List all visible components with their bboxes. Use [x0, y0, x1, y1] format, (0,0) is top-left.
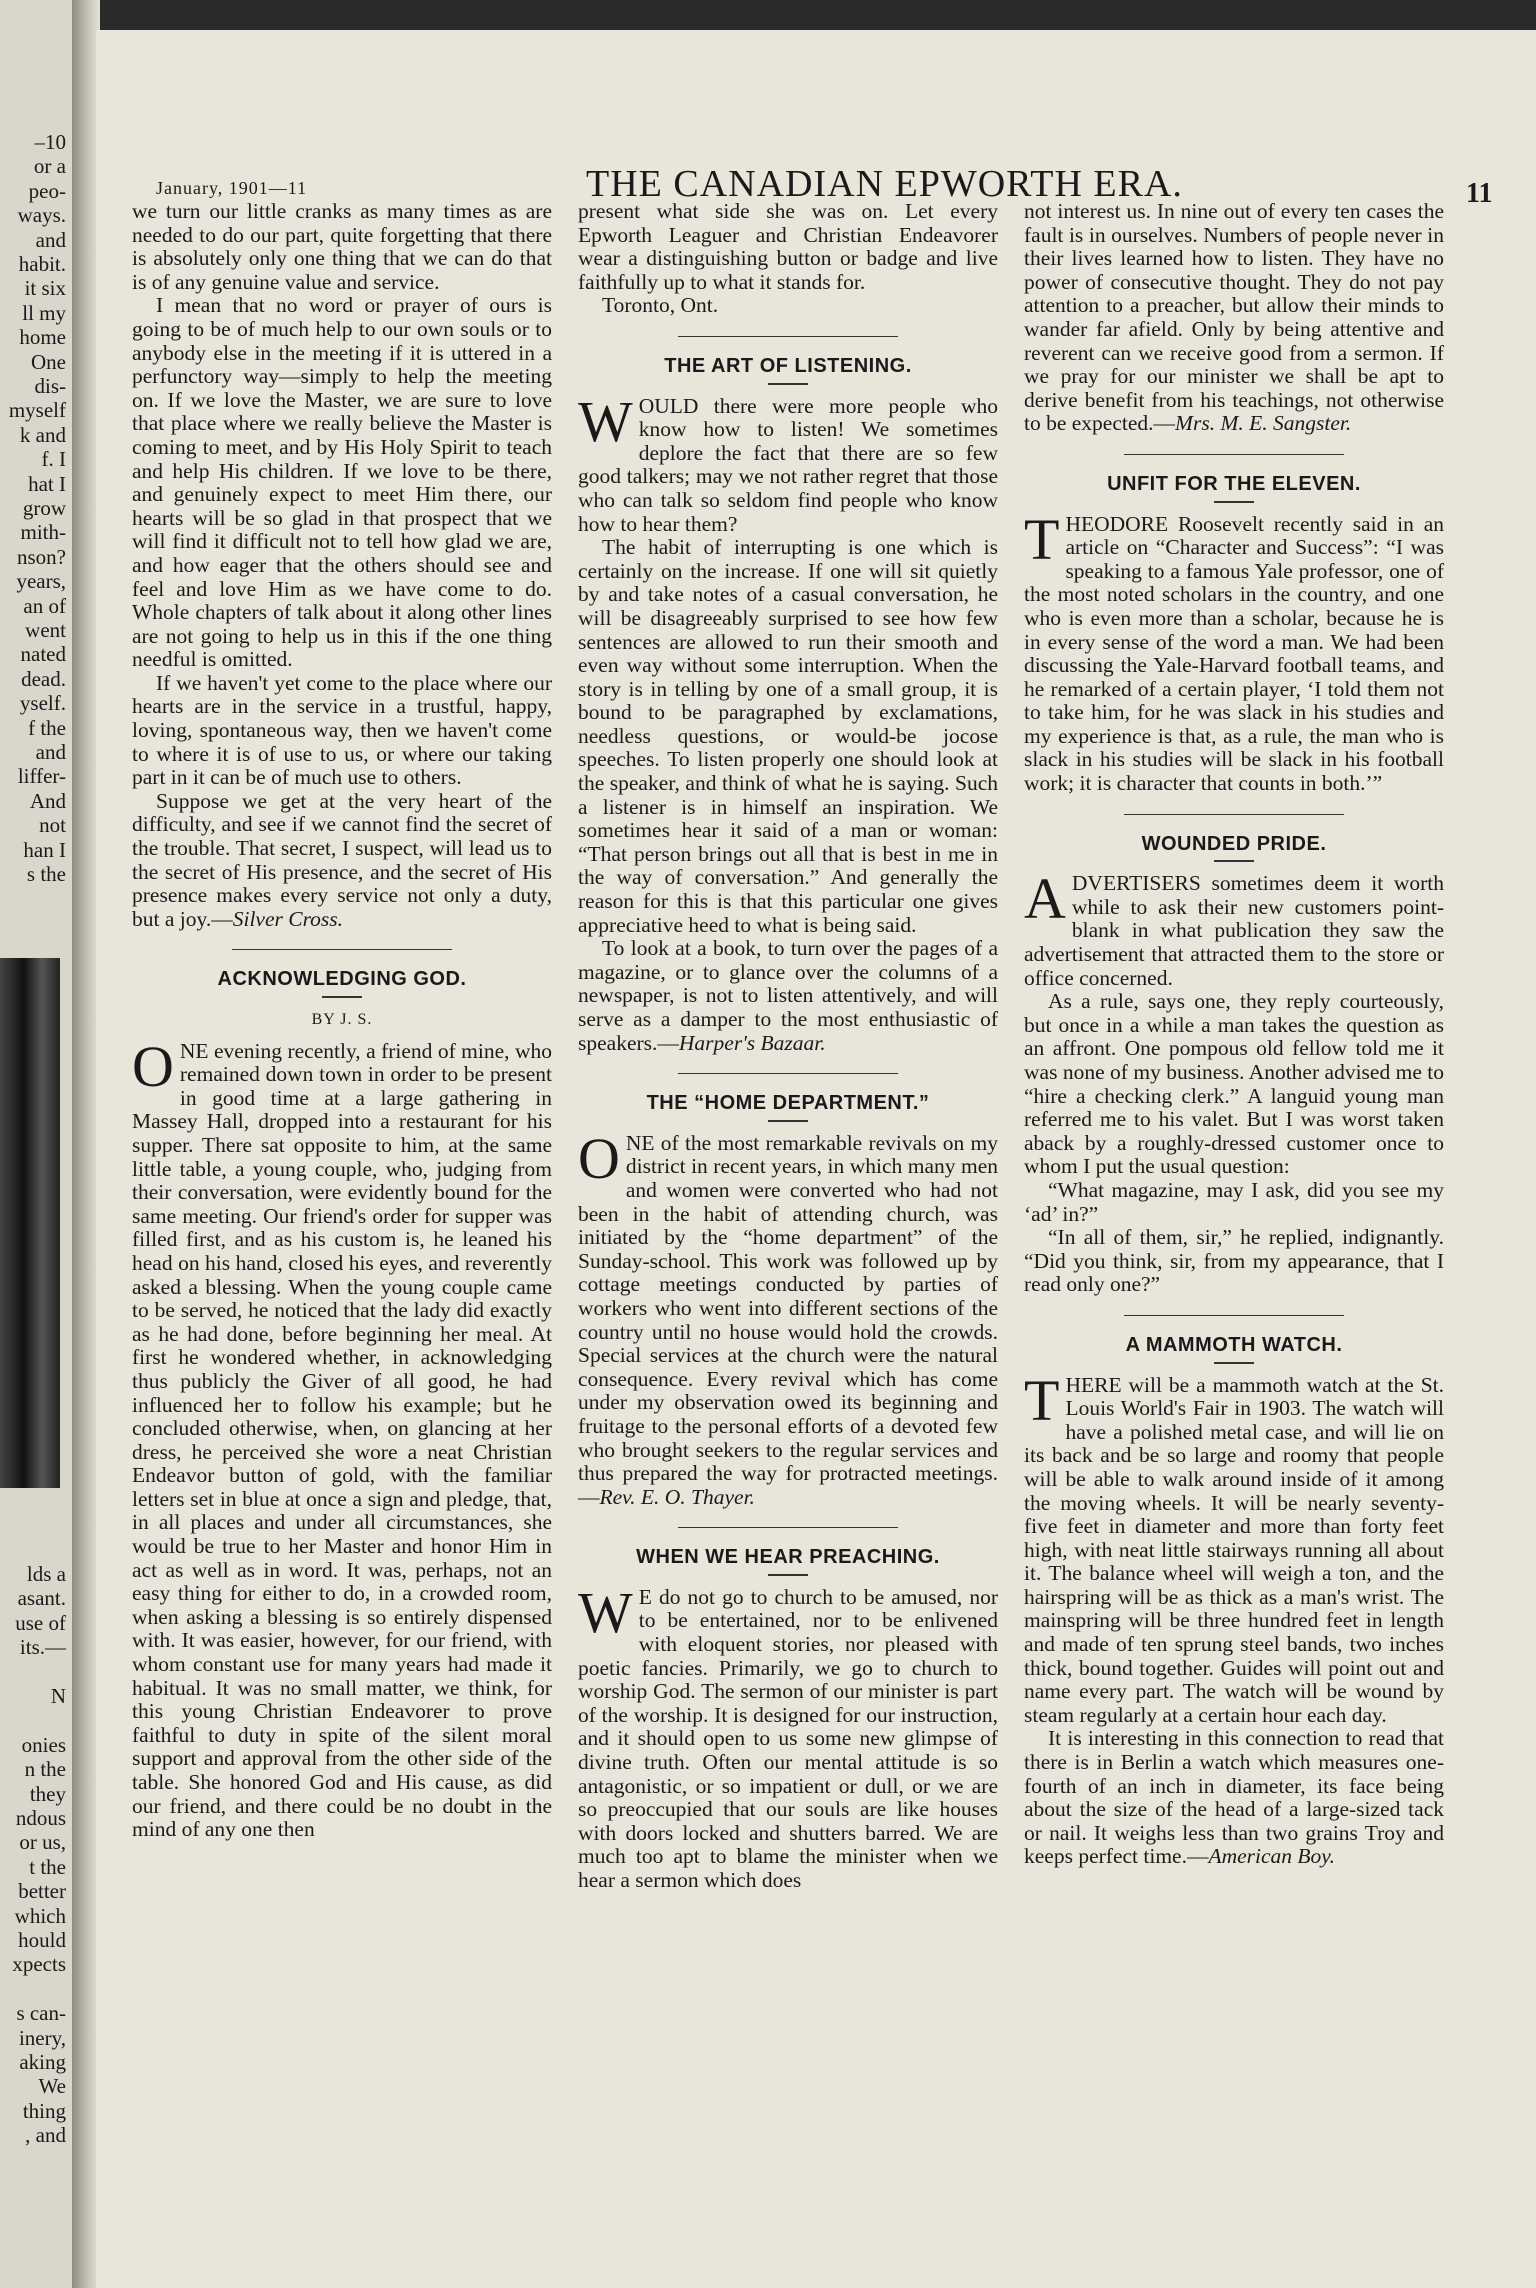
- adjacent-page-fragment: an of: [23, 593, 66, 618]
- article-title-when-we-hear-preaching: WHEN WE HEAR PREACHING.: [636, 1546, 940, 1569]
- section-divider: [678, 1527, 898, 1528]
- adjacent-page-fragment: ways.: [17, 203, 66, 228]
- adjacent-page-fragment: which: [14, 1903, 66, 1928]
- adjacent-page-fragment: they: [29, 1781, 66, 1806]
- article-title-mammoth-watch: A MAMMOTH WATCH.: [1125, 1333, 1343, 1356]
- adjacent-page-fragment: years,: [16, 569, 66, 594]
- adjacent-page-fragment: ll my: [22, 300, 66, 325]
- adjacent-page-fragment: onies: [21, 1732, 66, 1757]
- adjacent-page-fragment: yself.: [19, 691, 66, 716]
- paragraph: we turn our little cranks as many times as are needed to do our part, quite forgetting that there is absolutely only one thing that we can do that is of any genuine value and service.: [132, 199, 552, 294]
- section-divider: [678, 336, 898, 337]
- article-body: ONE of the most remarkable revivals on my district in recent years, in which many men and women were converted who had not been in the habit of attending church, was initiated by the “home department” of the Sunday-school. This work was followed up by cottage meetings conducted by parties of workers who went into different sections of the country until no house would hold the crowds. Special services at the church were the natural consequence. Every revival which has come under my observation owed its beginning and fruitage to the personal efforts of a devoted few who brought seekers to the regular services and thus prepared the way for protracted meetings.—Rev. E. O. Thayer.: [578, 1125, 998, 1509]
- adjacent-page-fragment: f the: [28, 715, 66, 740]
- adjacent-page-fragment: nated: [20, 642, 66, 667]
- paragraph: present what side she was on. Let every Epworth Leaguer and Christian Endeavorer wear a distinguishing button or badge and live faithfully up to what it stands for.: [578, 199, 998, 294]
- adjacent-page-fragment: and: [35, 227, 66, 252]
- publication-title: THE CANADIAN EPWORTH ERA.: [586, 163, 1183, 205]
- adjacent-page-fragment: habit.: [18, 252, 66, 276]
- adjacent-page-fragment: dead.: [21, 666, 66, 691]
- adjacent-page-fragment: peo-: [28, 178, 66, 203]
- header-date: January, 1901—11: [156, 178, 308, 198]
- title-rule: [768, 383, 808, 385]
- adjacent-page-fragment: inery,: [18, 2025, 66, 2050]
- title-rule: [1214, 501, 1254, 503]
- adjacent-page-fragment: not: [39, 813, 66, 838]
- article-title-art-of-listening: THE ART OF LISTENING.: [664, 354, 912, 377]
- paragraph: “In all of them, sir,” he replied, indignantly. “Did you think, sir, from my appearance, that I read only one?”: [1024, 1225, 1444, 1297]
- adjacent-page-fragment: n the: [24, 1757, 66, 1782]
- article-body: THEODORE Roosevelt recently said in an article on “Character and Success”: “I was speaking to a famous Yale professor, one of the most noted scholars in the country, and one who is even more than a scholar, because he is in every sense of the word a man. We had been discussing the Yale-Harvard football teams, and he remarked of a certain player, ‘I told them not to take him, for he was slack in his studies and my experience is that, as a rule, the man who is slack in his studies will be slack in his football work; it is character that counts in both.’”: [1024, 506, 1444, 796]
- adjacent-page-fragment: asant.: [17, 1586, 66, 1611]
- title-rule: [322, 996, 362, 998]
- title-rule: [1214, 860, 1254, 862]
- article-body: WOULD there were more people who know how to listen! We sometimes deplore the fact that there are so few good talkers; may we not rather regret that those who can talk so seldom find people who know how to hear them?: [578, 388, 998, 536]
- adjacent-page-fragment: We: [38, 2074, 66, 2099]
- adjacent-page-fragment: aking: [19, 2050, 66, 2074]
- adjacent-page-fragment: s the: [26, 862, 66, 886]
- adjacent-page-fragment: nson?: [17, 544, 66, 569]
- adjacent-page-fragment: –10: [34, 130, 66, 154]
- paragraph: As a rule, says one, they reply courteously, but once in a while a man takes the question as an affront. One pompous old fellow told me it was none of my business. Another advised me to “hire a checking clerk.” A languid young man referred me to his valet. But I was worst taken aback by a roughly-dressed customer once to whom I put the usual question:: [1024, 989, 1444, 1179]
- adjacent-page-fragment: mith-: [20, 520, 66, 545]
- article-body: ONE evening recently, a friend of mine, who remained down town in order to be present in good time at a large gathering in Massey Hall, dropped into a restaurant for his supper. There sat opposite to him, at the same little table, a young couple, who, judging from their conversation, were evidently bound for the same meeting. Our friend's order for supper was filled first, and as his custom is, he leaned his head on his hand, closed his eyes, and reverently asked a blessing. When the young couple came to be served, he noticed that the lady did exactly as he had done, before beginning her meal. At first he wondered whether, in acknowledging thus publicly the Giver of all good, he had influenced her to follow his example; but he concluded otherwise, when, on glancing at her dress, he perceived she wore a neat Christian Endeavor button of gold, with the familiar letters set in blue at once a sign and pledge, that, in all places and under all circumstances, she would be true to her Master and honor Him in act as well as in word. It was, perhaps, not an easy thing for either to do, in a crowded room, when asking a blessing is so entirely dispensed with. It was easier, however, for our friend, with whom constant use for many years had made it habitual. It was no small matter, we think, for this young Christian Endeavorer to prove faithful to duty in spite of the silent moral support and approval from the other side of the table. She honored God and His cause, as did our friend, and there could be no doubt in the mind of any one then: [132, 1033, 552, 1842]
- section-divider: [232, 949, 452, 950]
- section-divider: [1124, 1315, 1344, 1316]
- adjacent-page-fragment: One: [31, 349, 66, 374]
- adjacent-page-fragment: hould: [18, 1928, 66, 1952]
- adjacent-page-fragment: , and: [25, 2123, 66, 2148]
- paragraph: If we haven't yet come to the place where our hearts are in the service in a trustful, happy, loving, spontaneous way, then we haven't come to where it is of use to us, or where our taking part in it can be of much use to others.: [132, 670, 552, 790]
- paragraph: “What magazine, may I ask, did you see my ‘ad’ in?”: [1024, 1177, 1444, 1226]
- paragraph: To look at a book, to turn over the pages of a magazine, or to glance over the columns of a newspaper, is not to listen attentively, and will serve as a damper to the most enthusiastic of speakers.—Harper's Bazaar.: [578, 936, 998, 1055]
- adjacent-page-fragment: s can-: [16, 2001, 66, 2026]
- adjacent-page-fragment: lds a: [26, 1562, 66, 1586]
- title-rule: [1214, 1362, 1254, 1364]
- article-title-unfit-for-the-eleven: UNFIT FOR THE ELEVEN.: [1107, 472, 1361, 495]
- title-rule: [768, 1574, 808, 1576]
- article-body: ADVERTISERS sometimes deem it worth while to ask their new customers point-blank in what publication they saw the advertisement that attracted them to the store or office concerned.: [1024, 866, 1444, 990]
- adjacent-page-fragment: ndous: [15, 1806, 66, 1830]
- adjacent-page-fragment: or us,: [19, 1830, 66, 1855]
- paragraph: It is interesting in this connection to read that there is in Berlin a watch which measures one-fourth of an inch in diameter, its face being about the size of the head of a large-sized tack or nail. It weighs less than two grains Troy and keeps perfect time.—American Boy.: [1024, 1726, 1444, 1869]
- adjacent-page-fragment: hat I: [28, 471, 66, 496]
- page-number: 11: [1466, 178, 1493, 209]
- article-body: WE do not go to church to be amused, nor to be entertained, nor to be enlivened with eloquent stories, nor pleased with poetic fancies. Primarily, we go to church to worship God. The sermon of our minister is part of the worship. It is designed for our instruction, and it should open to us some new glimpse of divine truth. Often our mental attitude is so antagonistic, or so impatient or dull, or we are so preoccupied that our souls are like houses with doors locked and shutters barred. We are much too apt to blame the minister when we hear a sermon which does: [578, 1579, 998, 1892]
- adjacent-page-fragment: went: [25, 618, 66, 642]
- section-divider: [678, 1073, 898, 1074]
- article-title-acknowledging-god: ACKNOWLEDGING GOD.: [217, 968, 467, 991]
- adjacent-page-fragment: han I: [23, 837, 66, 862]
- adjacent-page-fragment: home: [19, 325, 66, 350]
- source-credit: Rev. E. O. Thayer.: [599, 1484, 755, 1509]
- source-credit: Harper's Bazaar.: [678, 1030, 826, 1055]
- adjacent-page-fragment: liffer-: [17, 764, 66, 789]
- adjacent-page-fragment: use of: [15, 1610, 66, 1635]
- adjacent-page-photo: [0, 958, 60, 1488]
- paragraph: The habit of interrupting is one which is certainly on the increase. If one will sit quietly by and take notes of a casual conversation, he will be disagreeably surprised to see how few sentences are allowed to run their smooth and even way without some interruption. When the story is in telling by one of a small group, it is bound to be paragraphed by exclamations, needless questions, or would-be jocose speeches. To listen properly one should look at the speaker, and think of what he is saying. Such a listener is in himself an inspiration. We sometimes hear it said of a man or woman: “That person brings out all that is best in me in the way of conversation.” And generally the reason for this is that this particular one gives appreciative heed to what is being said.: [578, 535, 998, 937]
- adjacent-page-fragment: N: [50, 1684, 66, 1708]
- article-title-home-department: THE “HOME DEPARTMENT.”: [646, 1092, 930, 1115]
- adjacent-page-fragment: f. I: [41, 447, 66, 472]
- source-credit: Silver Cross.: [232, 906, 344, 931]
- place-line: Toronto, Ont.: [602, 293, 719, 318]
- adjacent-page-fragment: grow: [22, 496, 66, 520]
- paragraph: Suppose we get at the very heart of the difficulty, and see if we cannot find the secret of the trouble. That secret, I suspect, will lead us to the secret of His presence, and the secret of His presence makes every service not only a duty, but a joy.—Silver Cross.: [132, 788, 552, 931]
- adjacent-page-fragment: myself: [8, 398, 66, 423]
- adjacent-page-fragment: thing: [22, 2098, 66, 2123]
- paragraph: not interest us. In nine out of every ten cases the fault is in ourselves. Numbers of people never in their lives learned how to listen. They have no power of consecutive thought. They do not pay attention to a preacher, but allow their minds to wander far afield. Only by being attentive and reverent can we receive good from a sermon. If we pray for our minister we shall be apt to derive benefit from his teachings, not otherwise to be expected.—Mrs. M. E. Sangster.: [1024, 199, 1444, 436]
- column-2: [578, 200, 998, 1893]
- source-credit: Mrs. M. E. Sangster.: [1175, 411, 1352, 436]
- adjacent-page-fragment: dis-: [34, 374, 66, 398]
- adjacent-page-fragment: better: [18, 1879, 66, 1904]
- adjacent-page: [0, 0, 72, 2288]
- section-divider: [1124, 454, 1344, 455]
- running-header: [156, 146, 1536, 209]
- section-divider: [1124, 814, 1344, 815]
- adjacent-page-fragment: and: [35, 740, 66, 764]
- adjacent-page-fragment: k and: [19, 422, 66, 447]
- adjacent-page-fragment: its.—: [19, 1635, 66, 1660]
- column-1: [132, 200, 552, 1842]
- byline: BY J. S.: [311, 1011, 373, 1028]
- column-3: [1024, 200, 1444, 1869]
- adjacent-page-fragment: And: [29, 788, 66, 813]
- adjacent-page-fragment: or a: [33, 154, 66, 179]
- adjacent-page-fragment: xpects: [12, 1952, 66, 1977]
- article-title-wounded-pride: WOUNDED PRIDE.: [1141, 832, 1327, 855]
- adjacent-page-fragment: it six: [24, 276, 66, 301]
- title-rule: [768, 1120, 808, 1122]
- adjacent-page-fragment: t the: [29, 1854, 66, 1879]
- source-credit: American Boy.: [1208, 1844, 1336, 1869]
- article-body: THERE will be a mammoth watch at the St. Louis World's Fair in 1903. The watch will have a polished metal case, and will lie on its back and be so large and roomy that people will be able to walk around inside of it among the moving wheels. It will be nearly seventy-five feet in diameter and more than forty feet high, with neat little stairways running all about it. The balance wheel will weigh a ton, and the hairspring will be as thick as a man's wrist. The mainspring will be three hundred feet in length and made of ten sprung steel bands, two inches thick, bound together. Guides will point out and name every part. The watch will be wound by steam regularly at a certain hour each day.: [1024, 1367, 1444, 1727]
- paragraph: I mean that no word or prayer of ours is going to be of much help to our own souls or to anybody else in the meeting if it is uttered in a perfunctory way—simply to help the meeting on. If we love the Master, we are sure to love that place where we really believe the Master is coming to meet, and by His Holy Spirit to teach and help His children. If we love to be there, and genuinely expect to meet Him there, our hearts will be so glad in that prospect that we will find it difficult not to tell how glad we are, and how eager that the others should see and feel and love Him as we have come to do. Whole chapters of talk about it along other lines are not going to help us in this if the one thing needful is omitted.: [132, 293, 552, 672]
